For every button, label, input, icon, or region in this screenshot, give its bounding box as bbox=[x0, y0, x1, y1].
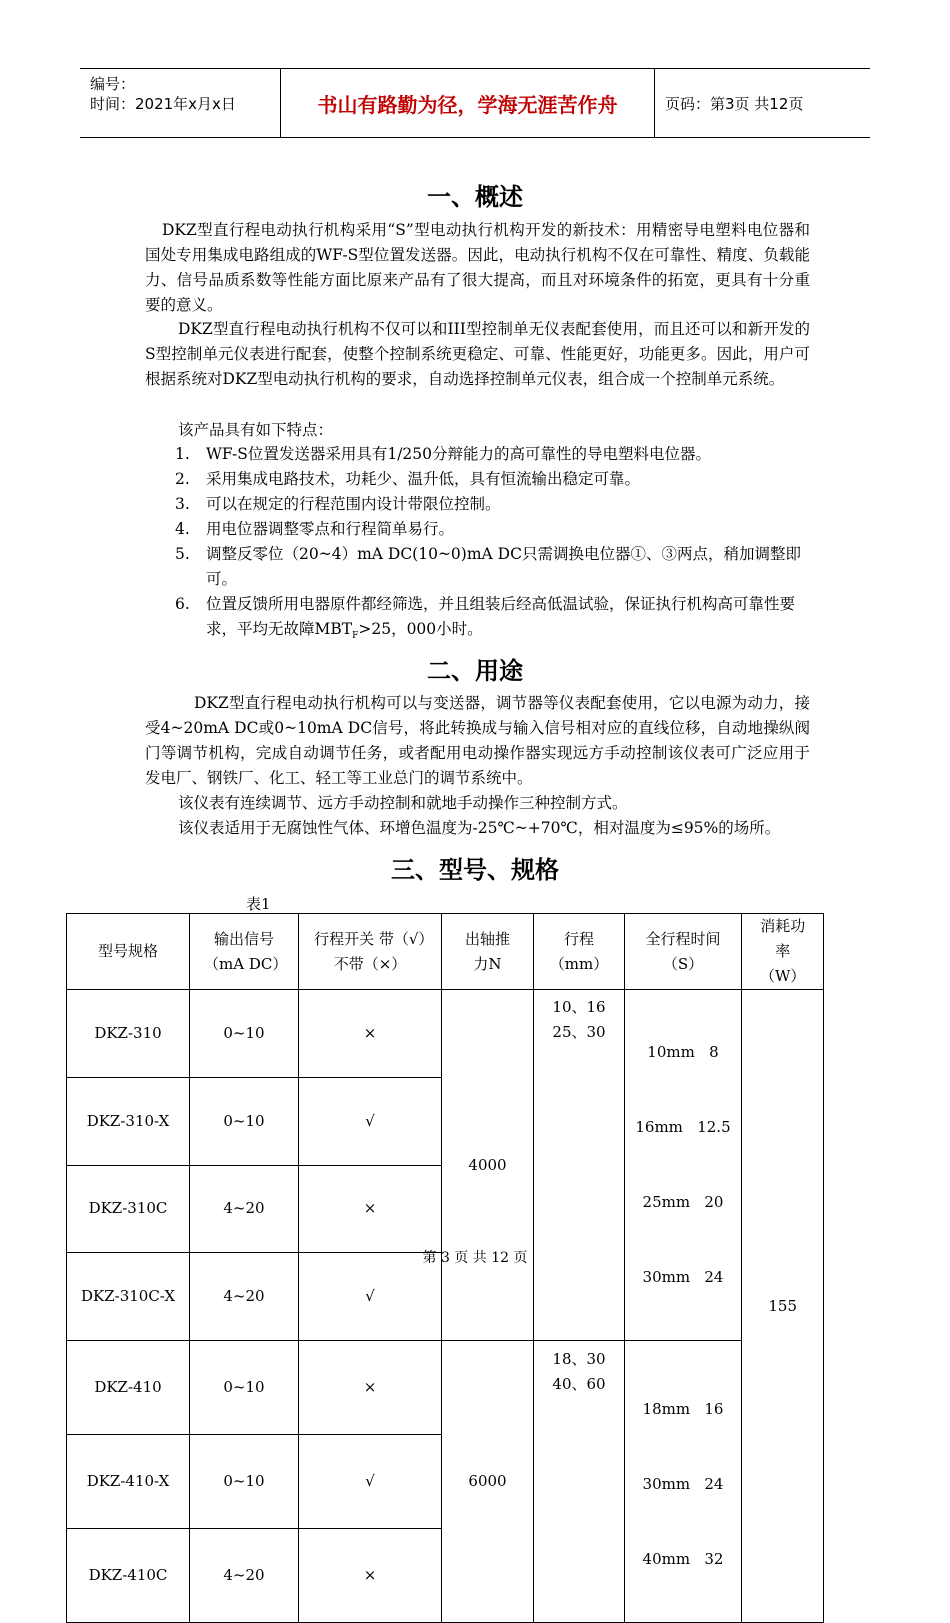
switch-cell: × bbox=[299, 1341, 442, 1435]
feature-text-tail: >25，000小时。 bbox=[358, 620, 483, 638]
switch-cell: × bbox=[299, 1529, 442, 1623]
table-header-row bbox=[67, 914, 824, 990]
model-cell: DKZ-410 bbox=[67, 1341, 190, 1435]
model-cell: DKZ-410-X bbox=[67, 1435, 190, 1529]
column-header: 消耗功率（W） bbox=[742, 914, 824, 990]
travel-value: 40、60 bbox=[552, 1375, 606, 1393]
overview-paragraph-3: 该产品具有如下特点： bbox=[178, 421, 334, 439]
usage-paragraph-3: 该仪表适用于无腐蚀性气体、环增色温度为-25℃~+70℃，相对温度为≤95%的场所。 bbox=[178, 819, 781, 837]
document-header bbox=[80, 68, 870, 138]
time-value: 30mm 24 bbox=[642, 1475, 724, 1493]
time-cell bbox=[625, 1341, 742, 1623]
feature-text: WF-S位置发送器采用具有1/250分辩能力的高可靠性的导电塑料电位器。 bbox=[206, 445, 712, 463]
feature-item bbox=[175, 542, 810, 592]
feature-number: 2. bbox=[175, 470, 190, 488]
table-caption: 表1 bbox=[246, 895, 271, 913]
feature-item bbox=[175, 467, 810, 492]
section-title-models: 三、型号、规格 bbox=[391, 856, 559, 884]
header-page-label: 页码：第3页 共12页 bbox=[665, 95, 804, 113]
usage-paragraph-1: DKZ型直行程电动执行机构可以与变送器，调节器等仪表配套使用，它以电源为动力，接受4~20mA DC或0~10mA DC信号，将此转换成与输入信号相对应的直线位移，自动地操纵阀门等调节机构，完成自动调节任务，或者配用电动操作器实现远方手动控制该仪表可广泛应用于发电厂、钢铁厂、化工、轻工等工业总门的调节系统中。 bbox=[145, 694, 810, 787]
time-value: 30mm 24 bbox=[642, 1268, 724, 1286]
model-cell: DKZ-410C bbox=[67, 1529, 190, 1623]
feature-text bbox=[206, 592, 810, 649]
column-header: 输出信号（mA DC） bbox=[190, 914, 299, 990]
model-cell: DKZ-310C bbox=[67, 1165, 190, 1253]
page-footer: 第 3 页 共 12 页 bbox=[422, 1250, 528, 1266]
switch-cell: × bbox=[299, 990, 442, 1078]
time-value: 18mm 16 bbox=[642, 1400, 724, 1418]
table-row bbox=[67, 1341, 824, 1435]
time-cell bbox=[625, 990, 742, 1341]
thrust-cell: 6000 bbox=[442, 1341, 534, 1623]
column-header: 型号规格 bbox=[67, 914, 190, 990]
travel-value: 10、16 bbox=[552, 998, 606, 1016]
model-cell: DKZ-310C-X bbox=[67, 1253, 190, 1341]
switch-cell: √ bbox=[299, 1253, 442, 1341]
travel-value: 25、30 bbox=[552, 1023, 606, 1041]
thrust-cell: 4000 bbox=[442, 990, 534, 1341]
switch-cell: √ bbox=[299, 1077, 442, 1165]
switch-cell: × bbox=[299, 1165, 442, 1253]
time-value: 25mm 20 bbox=[642, 1193, 724, 1211]
feature-number: 6. bbox=[175, 595, 190, 613]
overview-paragraph-2: DKZ型直行程电动执行机构不仅可以和III型控制单无仪表配套使用，而且还可以和新开发的S型控制单元仪表进行配套，使整个控制系统更稳定、可靠、性能更好，功能更多。因此，用户可根据系统对DKZ型电动执行机构的要求，自动选择控制单元仪表，组合成一个控制单元系统。 bbox=[145, 320, 810, 388]
feature-text: 用电位器调整零点和行程简单易行。 bbox=[206, 520, 455, 538]
header-motto: 书山有路勤为径，学海无涯苦作舟 bbox=[281, 69, 655, 137]
column-header: 行程开关 带（√）不带（×） bbox=[299, 914, 442, 990]
usage-paragraph-2: 该仪表有连续调节、远方手动控制和就地手动操作三种控制方式。 bbox=[178, 794, 628, 812]
feature-number: 4. bbox=[175, 520, 190, 538]
power-cell: 155 bbox=[742, 990, 824, 1623]
feature-number: 3. bbox=[175, 495, 190, 513]
section-title-overview: 一、概述 bbox=[427, 183, 523, 211]
signal-cell: 4~20 bbox=[190, 1529, 299, 1623]
switch-cell: √ bbox=[299, 1435, 442, 1529]
spec-table bbox=[66, 913, 824, 1623]
feature-text: 可以在规定的行程范围内设计带限位控制。 bbox=[206, 495, 501, 513]
feature-item bbox=[175, 442, 810, 467]
header-meta-cell bbox=[80, 69, 281, 137]
feature-text: 采用集成电路技术，功耗少、温升低，具有恒流输出稳定可靠。 bbox=[206, 470, 641, 488]
feature-text-main: 位置反馈所用电器原件都经筛选，并且组装后经高低温试验，保证执行机构高可靠性要求，平均无故障MBT bbox=[206, 595, 796, 638]
travel-cell bbox=[534, 1341, 625, 1623]
feature-number: 5. bbox=[175, 545, 190, 563]
signal-cell: 4~20 bbox=[190, 1253, 299, 1341]
date-label: 时间：2021年x月x日 bbox=[90, 95, 236, 113]
overview-paragraph-1: DKZ型直行程电动执行机构采用“S”型电动执行机构开发的新技术：用精密导电塑料电位器和国处专用集成电路组成的WF-S型位置发送器。因此，电动执行机构不仅在可靠性、精度、负载能力、信号品质系数等性能方面比原来产品有了很大提高，而且对环境条件的拓宽，更具有十分重要的意义。 bbox=[145, 221, 810, 314]
travel-cell bbox=[534, 990, 625, 1341]
feature-item bbox=[175, 517, 810, 542]
feature-item bbox=[175, 592, 810, 649]
feature-text: 调整反零位（20~4）mA DC(10~0)mA DC只需调换电位器①、③两点，稍加调整即可。 bbox=[206, 545, 801, 588]
feature-text-subscript: F bbox=[352, 631, 359, 642]
signal-cell: 0~10 bbox=[190, 1435, 299, 1529]
section-title-usage: 二、用途 bbox=[427, 657, 523, 685]
travel-value: 18、30 bbox=[552, 1350, 606, 1368]
table-row bbox=[67, 990, 824, 1078]
column-header: 出轴推力N bbox=[442, 914, 534, 990]
column-header: 全行程时间（S） bbox=[625, 914, 742, 990]
column-header: 行程（mm） bbox=[534, 914, 625, 990]
signal-cell: 0~10 bbox=[190, 1077, 299, 1165]
model-cell: DKZ-310 bbox=[67, 990, 190, 1078]
time-value: 10mm 8 bbox=[647, 1043, 719, 1061]
signal-cell: 4~20 bbox=[190, 1165, 299, 1253]
signal-cell: 0~10 bbox=[190, 1341, 299, 1435]
feature-item bbox=[175, 492, 810, 517]
time-value: 40mm 32 bbox=[642, 1550, 724, 1568]
feature-number: 1. bbox=[175, 445, 190, 463]
number-label: 编号： bbox=[90, 75, 136, 93]
time-value: 16mm 12.5 bbox=[635, 1118, 731, 1136]
model-cell: DKZ-310-X bbox=[67, 1077, 190, 1165]
signal-cell: 0~10 bbox=[190, 990, 299, 1078]
